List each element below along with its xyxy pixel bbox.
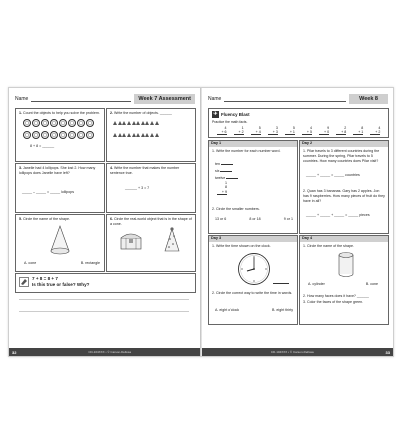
name-label: Name	[15, 96, 29, 102]
q5-number: 5.	[19, 217, 22, 221]
fluency-instruction: Practice the math facts.	[212, 120, 248, 124]
count-object	[77, 131, 85, 139]
count-object	[86, 131, 94, 139]
number-words: ten six twelve	[215, 161, 238, 181]
q5-text: Circle the name of the shape.	[23, 217, 70, 221]
fluency-blast-box	[208, 108, 389, 138]
q6-text: Circle the real-world object that is in the shape of a cone.	[110, 217, 192, 226]
fact-row	[209, 125, 388, 139]
triangle-object	[155, 121, 159, 125]
count-object	[59, 131, 67, 139]
question-6	[106, 214, 196, 272]
count-object	[77, 119, 85, 127]
week-title: Week 8	[349, 94, 388, 104]
true-false-equation: 7 + 8 = 8 + 7	[32, 276, 58, 281]
day-4-header: Day 4	[300, 236, 388, 242]
day-1-box	[208, 140, 298, 234]
triangle-object	[136, 133, 140, 137]
math-fact: 8 + 1	[353, 126, 363, 138]
triangle-object	[122, 121, 126, 125]
day-1-q1: 1. Write the number for each number word.	[212, 149, 281, 153]
cone-shape-icon	[48, 225, 72, 257]
question-4	[106, 163, 196, 213]
math-fact: 4 + 2	[370, 126, 380, 138]
day-3-options: A. eight o'clock B. eight thirty	[215, 308, 293, 312]
counting-circles-row-2	[16, 130, 104, 142]
day-4-q3: 3. Color the faces of the shape green.	[303, 300, 364, 304]
math-fact: 4 + 5	[302, 126, 312, 138]
day-4-box	[299, 235, 389, 325]
question-5	[15, 214, 105, 272]
day-4-q2: 2. How many faces does it have? ______	[303, 294, 369, 298]
day-2-q2: 2. Quan has 3 bananas. Gary has 2 apples. Jon has 9 raspberries. How many pieces of fruit do they have in all?	[303, 189, 385, 203]
q2-number: 2.	[110, 111, 113, 115]
workbook-spread	[8, 87, 394, 357]
day-2-header: Day 2	[300, 141, 388, 147]
left-footer-text: CD-104XXX • © Carson-Dellosa	[88, 350, 132, 354]
answer-line	[19, 311, 189, 312]
q6-number: 6.	[110, 217, 113, 221]
q1-number: 1.	[19, 111, 22, 115]
count-object	[50, 119, 58, 127]
rocket-icon: ✈	[213, 111, 218, 117]
q3-answer: _____ – _____ = _____ lollipops	[22, 189, 75, 194]
q2-text: Write the number of objects. ______	[114, 111, 172, 115]
compare-numbers: 13 or 6 8 or 18 9 or 1	[215, 217, 293, 221]
party-hat-icon[interactable]	[163, 227, 181, 253]
triangle-object	[122, 133, 126, 137]
triangle-object	[113, 133, 117, 137]
triangle-object	[150, 121, 154, 125]
count-object	[86, 119, 94, 127]
count-object	[68, 119, 76, 127]
treasure-chest-icon[interactable]	[119, 231, 143, 251]
day-3-box	[208, 235, 298, 325]
q1-equation: 8 + 8 = ______	[30, 143, 55, 148]
count-object	[41, 131, 49, 139]
q3-text: Janelle had 4 lollipops. She lost 2. How many lollipops does Janelle have left?	[19, 166, 96, 175]
count-object	[50, 131, 58, 139]
left-footer	[9, 348, 200, 356]
day-2-a1: _____ + _____ = _____ countries	[306, 173, 360, 177]
right-footer	[202, 348, 393, 356]
triangles-row-2	[107, 130, 195, 142]
right-page-number: 33	[385, 349, 390, 355]
triangle-object	[118, 133, 122, 137]
cylinder-shape-icon	[336, 251, 356, 279]
right-header	[208, 94, 388, 104]
name-line	[224, 96, 346, 102]
count-object	[23, 119, 31, 127]
pencil-check-icon	[19, 277, 29, 287]
addition-stack: 1 8 + 9	[217, 181, 227, 198]
math-fact: 3 + 3	[268, 126, 278, 138]
q4-number: 4.	[110, 166, 113, 170]
right-page	[202, 88, 393, 356]
name-label: Name	[208, 96, 222, 102]
math-fact: 4 + 6	[217, 126, 227, 138]
answer-line	[19, 299, 189, 300]
true-false-prompt: Is this true or false? Why?	[32, 281, 90, 287]
clock-icon	[237, 252, 271, 286]
left-header	[15, 94, 195, 104]
left-page-number: 32	[12, 349, 17, 355]
count-object	[32, 131, 40, 139]
triangle-object	[136, 121, 140, 125]
count-object	[23, 131, 31, 139]
q5-options	[24, 261, 100, 266]
q5-option-b[interactable]: B. rectangle	[80, 261, 100, 265]
count-object	[59, 119, 67, 127]
day-1-q2: 2. Circle the smaller numbers.	[212, 207, 260, 211]
triangle-object	[155, 133, 159, 137]
triangles-row-1	[107, 118, 195, 130]
math-fact: 5 + 4	[251, 126, 261, 138]
counting-circles-row-1	[16, 118, 104, 130]
math-fact: 5 + 1	[285, 126, 295, 138]
true-false-box	[15, 273, 196, 293]
math-fact: 2 + 8	[336, 126, 346, 138]
time-answer-line	[273, 280, 289, 286]
left-page	[9, 88, 200, 356]
triangle-object	[145, 133, 149, 137]
q5-option-a[interactable]: A. cone	[24, 261, 37, 265]
day-1-header: Day 1	[209, 141, 297, 147]
q1-text: Count the objects to help you solve the problem.	[23, 111, 100, 115]
question-1	[15, 108, 105, 162]
day-3-header: Day 3	[209, 236, 297, 242]
count-object	[41, 119, 49, 127]
day-2-box	[299, 140, 389, 234]
triangle-object	[113, 121, 117, 125]
day-4-q1: 1. Circle the name of the shape.	[303, 244, 354, 248]
count-object	[32, 119, 40, 127]
day-4-options: A. cylinder B. cone	[308, 282, 378, 286]
triangle-object	[141, 121, 145, 125]
day-3-q2: 2. Circle the correct way to write the time in words.	[212, 291, 293, 295]
triangle-object	[132, 121, 136, 125]
q3-number: 3.	[19, 166, 22, 170]
day-2-q1: 1. Pilar travels to 3 different countries during the summer. During the spring, Pilar travels to 5 countries. How many countries does Pilar visit?	[303, 149, 380, 163]
q4-text: Write the number that makes the number sentence true.	[110, 166, 180, 175]
day-2-a2: _____ + _____ + _____ = _____ pieces	[306, 213, 370, 217]
math-fact: 1 + 2	[234, 126, 244, 138]
triangle-object	[118, 121, 122, 125]
week-title: Week 7 Assessment	[134, 94, 195, 104]
triangle-object	[150, 133, 154, 137]
triangle-object	[145, 121, 149, 125]
q4-equation: ______ + 3 = 7	[125, 185, 150, 190]
day-3-q1: 1. Write the time shown on the clock.	[212, 244, 271, 248]
math-fact: 9 + 0	[319, 126, 329, 138]
triangle-object	[141, 133, 145, 137]
fluency-title: Fluency Blast	[221, 111, 250, 117]
question-2	[106, 108, 196, 162]
triangle-object	[132, 133, 136, 137]
question-3	[15, 163, 105, 213]
triangle-object	[127, 133, 131, 137]
right-footer-text: CD-104XXX • © Carson-Dellosa	[270, 350, 314, 354]
triangle-object	[127, 121, 131, 125]
name-line	[31, 96, 131, 102]
count-object	[68, 131, 76, 139]
